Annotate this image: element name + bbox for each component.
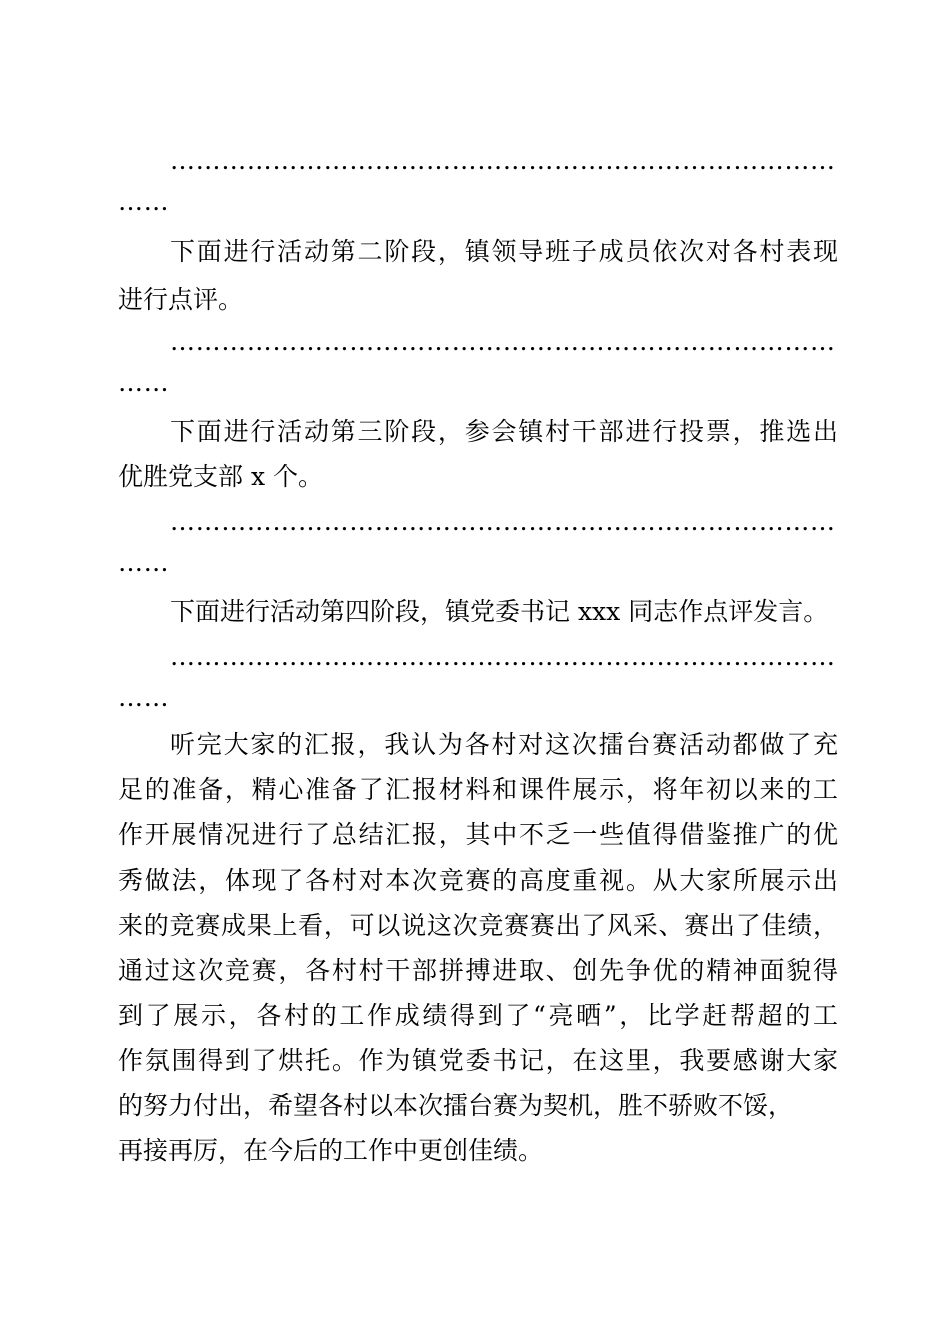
ellipsis-line: …………………………………………………………………… bbox=[170, 146, 836, 175]
speech-paragraph-line-6: 通过这次竞赛，各村村干部拼搏进取、创先争优的精神面貌得 bbox=[118, 956, 838, 985]
speech-paragraph-line-8: 作氛围得到了烘托。作为镇党委书记，在这里，我要感谢大家 bbox=[118, 1046, 838, 1075]
paragraph-stage-two-line-1: 下面进行活动第二阶段，镇领导班子成员依次对各村表现 bbox=[170, 237, 838, 266]
paragraph-stage-two-line-2: 进行点评。 bbox=[118, 285, 244, 314]
speech-paragraph-line-9: 的努力付出，希望各村以本次擂台赛为契机，胜不骄败不馁， bbox=[118, 1091, 794, 1120]
speech-paragraph-line-7: 到了展示，各村的工作成绩得到了“亮晒”，比学赶帮超的工 bbox=[118, 1001, 838, 1030]
ellipsis-line: …………………………………………………………………… bbox=[170, 327, 836, 356]
ellipsis-line-end: …… bbox=[118, 548, 170, 577]
paragraph-stage-three-line-2: 优胜党支部 x 个。 bbox=[118, 462, 323, 491]
ellipsis-line: …………………………………………………………………… bbox=[170, 642, 836, 671]
ellipsis-line: …………………………………………………………………… bbox=[170, 507, 836, 536]
speech-paragraph-line-5: 来的竞赛成果上看，可以说这次竞赛赛出了风采、赛出了佳绩， bbox=[118, 911, 838, 940]
speech-paragraph-line-10: 再接再厉，在今后的工作中更创佳绩。 bbox=[118, 1136, 544, 1165]
speech-paragraph-line-1: 听完大家的汇报，我认为各村对这次擂台赛活动都做了充 bbox=[170, 730, 838, 759]
ellipsis-line-end: …… bbox=[118, 368, 170, 397]
speech-paragraph-line-2: 足的准备，精心准备了汇报材料和课件展示，将年初以来的工 bbox=[118, 775, 838, 804]
paragraph-stage-three-line-1: 下面进行活动第三阶段，参会镇村干部进行投票，推选出 bbox=[170, 417, 838, 446]
speech-paragraph-line-4: 秀做法，体现了各村对本次竞赛的高度重视。从大家所展示出 bbox=[118, 866, 838, 895]
ellipsis-line-end: …… bbox=[118, 187, 170, 216]
ellipsis-line-end: …… bbox=[118, 683, 170, 712]
speech-paragraph-line-3: 作开展情况进行了总结汇报，其中不乏一些值得借鉴推广的优 bbox=[118, 820, 838, 849]
paragraph-stage-four: 下面进行活动第四阶段，镇党委书记 xxx 同志作点评发言。 bbox=[170, 597, 829, 626]
